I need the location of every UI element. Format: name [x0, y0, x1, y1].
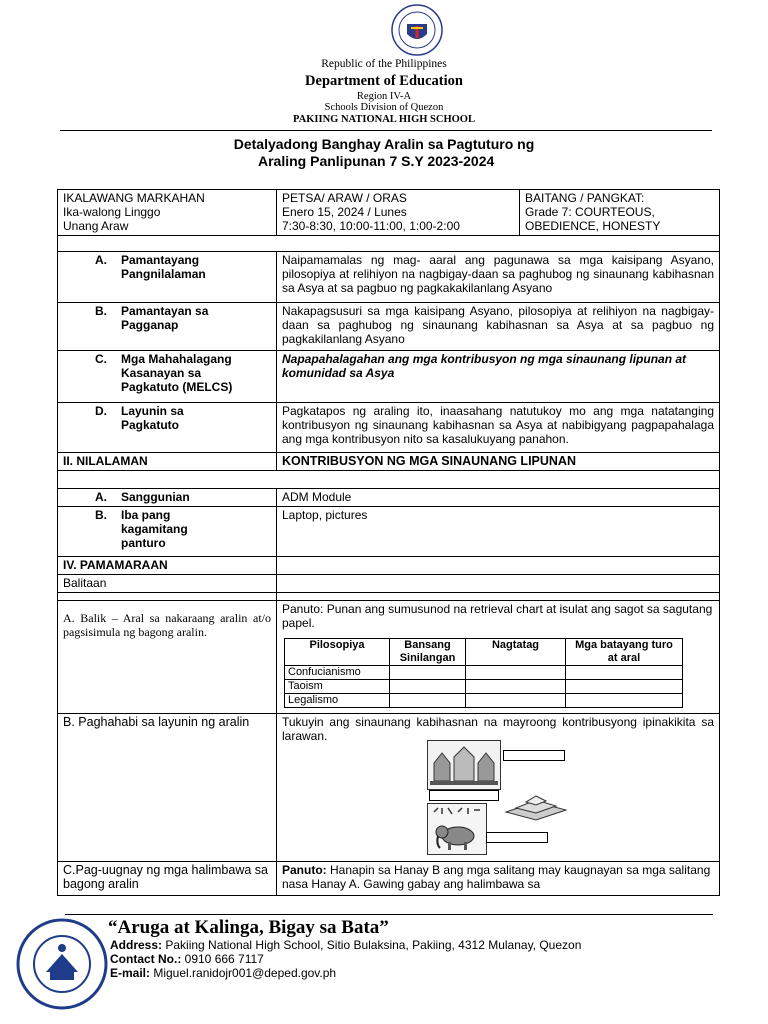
label-line: Pamantayang [121, 253, 200, 267]
retrieval-chart-cell [390, 680, 466, 694]
info-week: Ika-walong Linggo [63, 205, 161, 219]
row-objectives [58, 403, 720, 453]
info-grade: Grade 7: COURTEOUS, [525, 205, 655, 219]
document-title-line2: Araling Panlipunan 7 S.Y 2023-2024 [258, 153, 495, 169]
label-line: Pagkatuto [121, 418, 180, 432]
content-standard-text: Naipamamalas ng mag- aaral ang pagunawa sa mga kaisipang Asyano, pilosopiya at relihiyon na nagbigay-daan sa paghubog ng sinaunang kabihasnan sa Asya at sa pagbuo ng pagkakakilanlang Asyano [277, 252, 720, 303]
content-topic: KONTRIBUSYON NG MGA SINAUNANG LIPUNAN [277, 453, 720, 471]
retrieval-chart-cell: Confucianismo [285, 666, 390, 680]
connecting-label: C.Pag-uugnay ng mga halimbawa sa bagong aralin [58, 862, 277, 896]
objectives-text: Pagkatapos ng araling ito, inaasahang natutukoy mo ang mga natatanging kontribusyon ng sinaunang kabihasnan sa Asya at nabibigyang pagpapahalaga ang mga kontribusyon nito sa kasalukuyang panahon. [277, 403, 720, 453]
document-title-line1: Detalyadong Banghay Aralin sa Pagtuturo ng [233, 136, 535, 152]
letter-b: B. [95, 304, 107, 318]
row-references [58, 489, 720, 507]
label-line: Pangnilalaman [121, 267, 206, 281]
retrieval-chart-header: Mga batayang turo at aral [566, 639, 683, 666]
label-line: kagamitang [121, 522, 188, 536]
spacer-cell [58, 593, 277, 601]
info-quarter: IKALAWANG MARKAHAN [63, 191, 205, 205]
spacer-cell [277, 593, 720, 601]
info-row [58, 190, 720, 236]
content-section-label: II. NILALAMAN [58, 453, 277, 471]
balitaan-empty-cell [277, 575, 720, 593]
review-cell [277, 601, 720, 714]
retrieval-chart-row [285, 680, 683, 694]
info-day: Unang Araw [63, 219, 129, 233]
row-balitaan [58, 575, 720, 593]
connecting-instruction: Hanapin sa Hanay B ang mga salitang may kaugnayan sa mga salitang nasa Hanay A. Gawing gabay ang halimbawa sa [282, 863, 711, 891]
letter-a: A. [95, 253, 107, 267]
republic-line: Republic of the Philippines [321, 58, 447, 70]
label-line: Mga Mahahalagang [121, 352, 232, 366]
info-cell-quarter [58, 190, 277, 236]
deped-seal-logo [391, 4, 443, 56]
row-purpose [58, 714, 720, 862]
footer-contact [110, 952, 264, 966]
row-connecting [58, 862, 720, 896]
spacer-cell [58, 236, 720, 252]
school-seal-logo [16, 918, 108, 1010]
lesson-plan-table [57, 189, 720, 896]
row-materials [58, 507, 720, 557]
retrieval-chart-cell [466, 680, 566, 694]
retrieval-chart-cell: Taoism [285, 680, 390, 694]
retrieval-chart-cell [566, 666, 683, 680]
temple-picture [427, 740, 501, 790]
balitaan-label: Balitaan [58, 575, 277, 593]
retrieval-chart-row [285, 694, 683, 708]
footer-divider [65, 914, 713, 915]
address-label: Address: [110, 938, 163, 952]
purpose-label: B. Paghahabi sa layunin ng aralin [58, 714, 277, 862]
info-date: Enero 15, 2024 / Lunes [282, 205, 407, 219]
row-review [58, 601, 720, 714]
melcs-text: Napapahalagahan ang mga kontribusyon ng mga sinaunang lipunan at komunidad sa Asya [277, 351, 720, 403]
purpose-instruction: Tukuyin ang sinaunang kabihasnan na mayroong kontribusyong ipinakikita sa larawan. [282, 715, 714, 743]
retrieval-chart-cell [466, 666, 566, 680]
header-divider [60, 130, 712, 131]
performance-standard-label [58, 303, 277, 351]
label-line: Kasanayan sa [121, 366, 202, 380]
retrieval-chart-cell [566, 680, 683, 694]
retrieval-chart-cell [466, 694, 566, 708]
review-label: A. Balik – Aral sa nakaraang aralin at/o pagsisimula ng bagong aralin. [58, 601, 277, 714]
references-text: ADM Module [277, 489, 720, 507]
info-date-header: PETSA/ ARAW / ORAS [282, 191, 407, 205]
info-cell-grade [520, 190, 720, 236]
spacer-cell [58, 471, 720, 489]
info-cell-date [277, 190, 520, 236]
letter-c: C. [95, 352, 107, 366]
region-line: Region IV-A [356, 91, 412, 102]
connecting-instruction-bold: Panuto: [282, 863, 327, 877]
references-label [58, 489, 277, 507]
info-sections: OBEDIENCE, HONESTY [525, 219, 661, 233]
label-line: Iba pang [121, 508, 171, 522]
info-grade-header: BAITANG / PANGKAT: [525, 191, 645, 205]
label-line: panturo [121, 536, 166, 550]
spacer-row [58, 236, 720, 252]
content-standard-label [58, 252, 277, 303]
department-line: Department of Education [305, 73, 463, 89]
spacer-row [58, 593, 720, 601]
spacer-row [58, 471, 720, 489]
school-motto: “Aruga at Kalinga, Bigay sa Bata” [108, 917, 389, 938]
retrieval-chart-row [285, 666, 683, 680]
row-procedure [58, 557, 720, 575]
retrieval-chart-cell: Legalismo [285, 694, 390, 708]
melcs-label [58, 351, 277, 403]
info-time: 7:30-8:30, 10:00-11:00, 1:00-2:00 [282, 219, 460, 233]
retrieval-chart-header-row [285, 639, 683, 666]
retrieval-chart-cell [566, 694, 683, 708]
procedure-section-label: IV. PAMAMARAAN [58, 557, 277, 575]
email-value[interactable]: Miguel.ranidojr001@deped.gov.ph [150, 966, 337, 980]
row-content-standard [58, 252, 720, 303]
label-line: Pagganap [121, 318, 179, 332]
address-value: Pakiing National High School, Sitio Bulaksina, Pakiing, 4312 Mulanay, Quezon [162, 938, 582, 952]
label-line: Pagkatuto (MELCS) [121, 380, 233, 394]
footer-address [110, 938, 581, 952]
letter-a: A. [95, 490, 107, 504]
retrieval-chart-header: Nagtatag [466, 639, 566, 666]
row-content [58, 453, 720, 471]
label-line: Pamantayan sa [121, 304, 209, 318]
review-instruction: Panuto: Punan ang sumusunod na retrieval chart at isulat ang sagot sa sagutang papel. [282, 602, 713, 630]
retrieval-chart-header: Bansang Sinilangan [390, 639, 466, 666]
label-line: Sanggunian [121, 490, 190, 504]
objectives-label [58, 403, 277, 453]
contact-value: 0910 666 7117 [181, 952, 264, 966]
contact-label: Contact No.: [110, 952, 182, 966]
performance-standard-text: Nakapagsusuri sa mga kaisipang Asyano, pilosopiya at relihiyon na nagbigay-daan sa paghubog ng sinaunang kabihasnan sa Asya at sa pagbuo ng pagkakilanlang Asyano [277, 303, 720, 351]
materials-text: Laptop, pictures [277, 507, 720, 557]
footer-email [110, 966, 336, 980]
division-line: Schools Division of Quezon [324, 102, 444, 113]
school-name: PAKIING NATIONAL HIGH SCHOOL [293, 114, 475, 125]
letter-b: B. [95, 508, 107, 522]
elephant-seal-picture [427, 803, 487, 855]
answer-blank [503, 750, 565, 761]
row-melcs [58, 351, 720, 403]
answer-blank [486, 832, 548, 843]
letter-d: D. [95, 404, 107, 418]
retrieval-chart-cell [390, 666, 466, 680]
procedure-empty-cell [277, 557, 720, 575]
email-label: E-mail: [110, 966, 151, 980]
retrieval-chart [284, 638, 683, 708]
label-line: Layunin sa [121, 404, 184, 418]
connecting-cell [277, 862, 720, 896]
materials-label [58, 507, 277, 557]
ziggurat-picture [502, 780, 570, 824]
retrieval-chart-header: Pilosopiya [285, 639, 390, 666]
retrieval-chart-cell [390, 694, 466, 708]
answer-blank [429, 790, 499, 801]
row-performance-standard [58, 303, 720, 351]
